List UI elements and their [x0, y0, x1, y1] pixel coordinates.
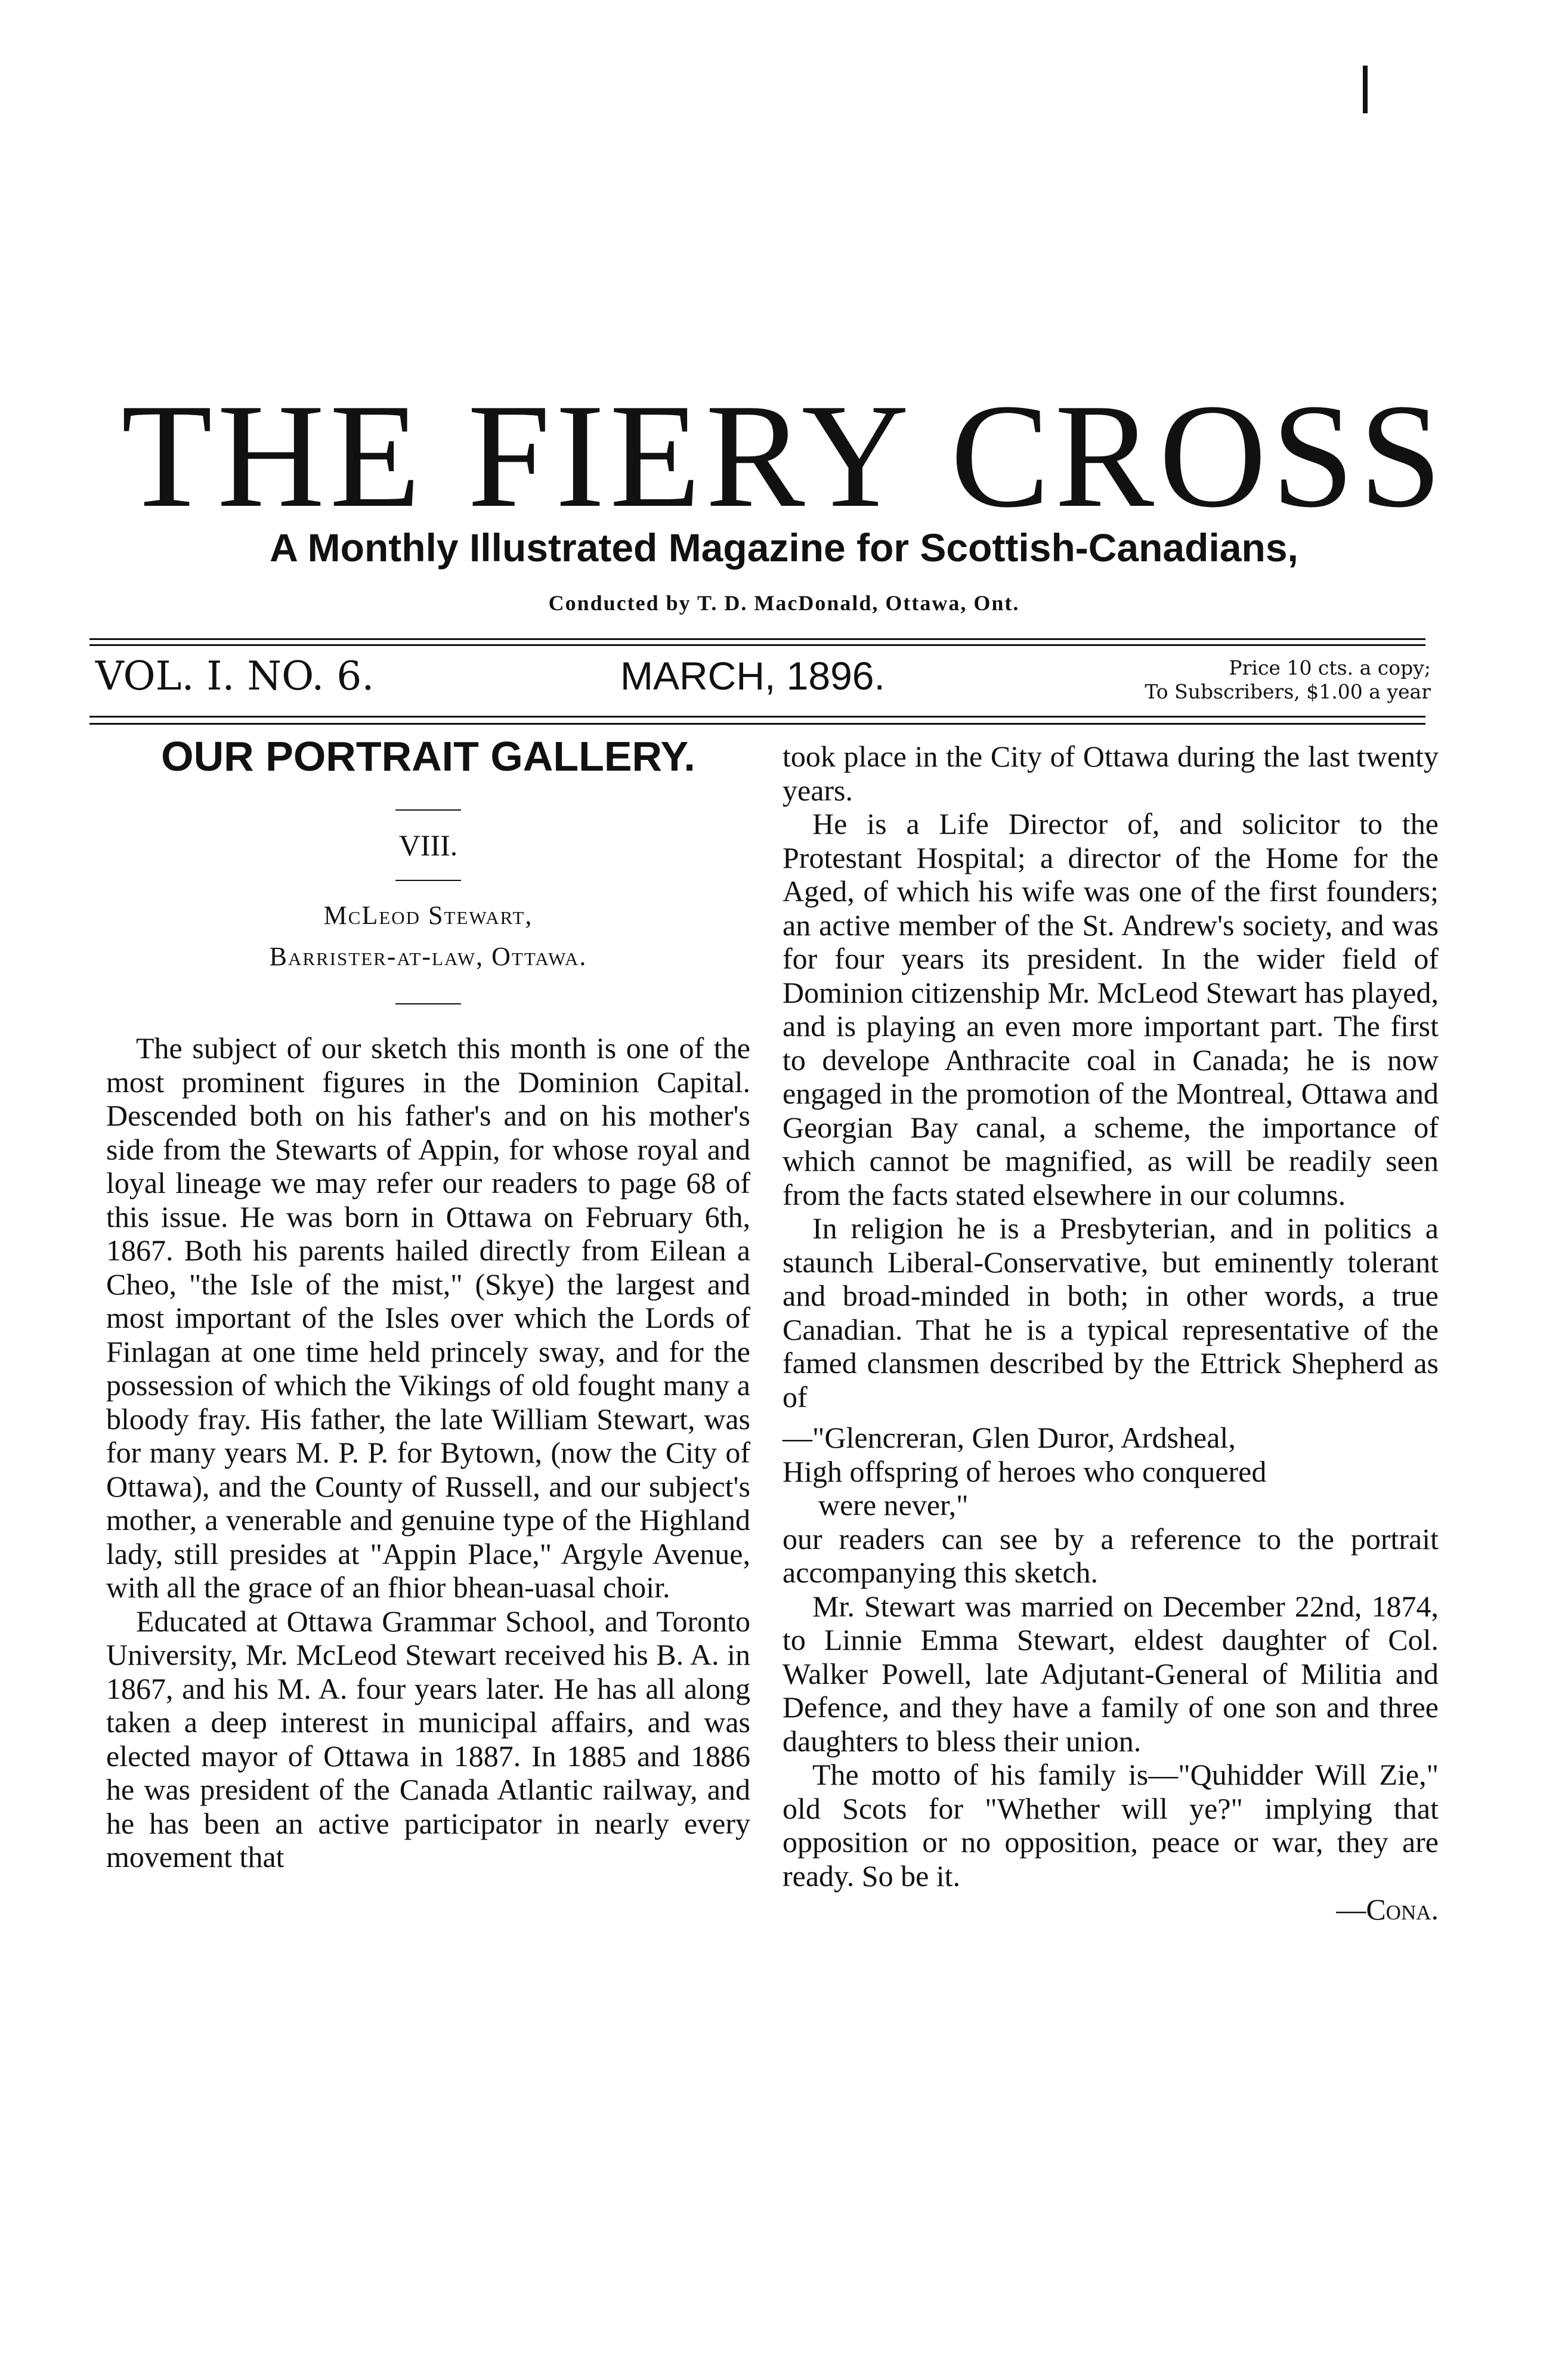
- article-heading: OUR PORTRAIT GALLERY.: [161, 733, 695, 780]
- masthead-subtitle: A Monthly Illustrated Magazine for Scottish-Canadians,: [270, 525, 1298, 570]
- paragraph: In religion he is a Presbyterian, and in politics a staunch Liberal-Conservative, but eminently tolerant and broad-minded in both; in other words, a true Canadian. That he is a typical representative of the famed clansmen described by the Ettrick Shepherd as of: [783, 1211, 1439, 1414]
- paragraph: Educated at Ottawa Grammar School, and Toronto University, Mr. McLeod Stewart received his B. A. in 1867, and his M. A. four years later. He has all along taken a deep interest in municipal affairs, and was elected mayor of Ottawa in 1887. In 1885 and 1886 he was president of the Canada Atlantic railway, and he has been an active participator in nearly every movement that: [106, 1604, 750, 1874]
- verse-line: —"Glencreran, Glen Duror, Ardsheal,: [783, 1421, 1236, 1454]
- article-left-column: [106, 733, 750, 1874]
- paragraph: Mr. Stewart was married on December 22nd, 1874, to Linnie Emma Stewart, eldest daughter of Col. Walker Powell, late Adjutant-General of Militia and Defence, and they have a family of one son and three daughters to bless their union.: [783, 1589, 1439, 1758]
- heading-rule-1: [395, 809, 461, 811]
- page-mark: [1363, 66, 1368, 113]
- masthead-rule-top-2: [89, 644, 1425, 646]
- paragraph: our readers can see by a reference to the portrait accompanying this sketch.: [783, 1522, 1439, 1589]
- price-line-1: Price 10 cts. a copy;: [1229, 656, 1431, 679]
- masthead-title: THE FIERY CROSS: [121, 373, 1447, 539]
- masthead-rule-bottom-2: [89, 723, 1425, 725]
- verse-line: were never,": [818, 1488, 969, 1522]
- masthead-rule-top: [89, 638, 1425, 640]
- issue-price: [1145, 656, 1431, 703]
- issue-date: MARCH, 1896.: [620, 654, 885, 698]
- article-right-column: [783, 740, 1439, 1927]
- paragraph: The motto of his family is—"Quhidder Will Zie," old Scots for "Whether will ye?" implying that opposition or no opposition, peace or war, they are ready. So be it.: [783, 1758, 1439, 1893]
- paragraph: The subject of our sketch this month is one of the most prominent figures in the Dominion Capital. Descended both on his father's and on his mother's side from the Stewarts of Appin, for whose royal and loyal lineage we may refer our readers to page 68 of this issue. He was born in Ottawa on February 6th, 1867. Both his parents hailed directly from Eilean a Cheo, "the Isle of the mist," (Skye) the largest and most important of the Isles over which the Lords of Finlagan at one time held princely sway, and for the possession of which the Vikings of old fought many a bloody fray. His father, the late William Stewart, was for many years M. P. P. for Bytown, (now the City of Ottawa), and the County of Russell, and our subject's mother, a venerable and genuine type of the Highland lady, still presides at "Appin Place," Argyle Avenue, with all the grace of an fhior bhean-uasal choir.: [106, 1031, 750, 1604]
- heading-rule-3: [395, 1003, 461, 1004]
- issue-volume: VOL. I. NO. 6.: [95, 653, 375, 699]
- price-line-2: To Subscribers, $1.00 a year: [1145, 679, 1431, 703]
- paragraph: took place in the City of Ottawa during the last twenty years.: [783, 740, 1439, 807]
- paragraph: He is a Life Director of, and solicitor to the Protestant Hospital; a director of the Home for the Aged, of which his wife was one of the first founders; an active member of the St. Andrew's society, and was for four years its president. In the wider field of Dominion citizenship Mr. McLeod Stewart has played, and is playing an even more important part. The first to develope Anthracite coal in Canada; he is now engaged in the promotion of the Montreal, Ottawa and Georgian Bay canal, a scheme, the importance of which cannot be magnified, as will be readily seen from the facts stated elsewhere in our columns.: [783, 807, 1439, 1211]
- verse-line: High offspring of heroes who conquered: [783, 1454, 1267, 1488]
- heading-rule-2: [395, 880, 461, 881]
- signature: —Cona.: [1336, 1893, 1439, 1926]
- masthead-rule-bottom: [89, 716, 1425, 718]
- article-number: VIII.: [398, 828, 458, 862]
- subject-occupation: Barrister-at-law, Ottawa.: [269, 941, 587, 971]
- subject-name: McLeod Stewart,: [323, 901, 533, 930]
- masthead-conductor: Conducted by T. D. MacDonald, Ottawa, Ont.: [548, 591, 1020, 615]
